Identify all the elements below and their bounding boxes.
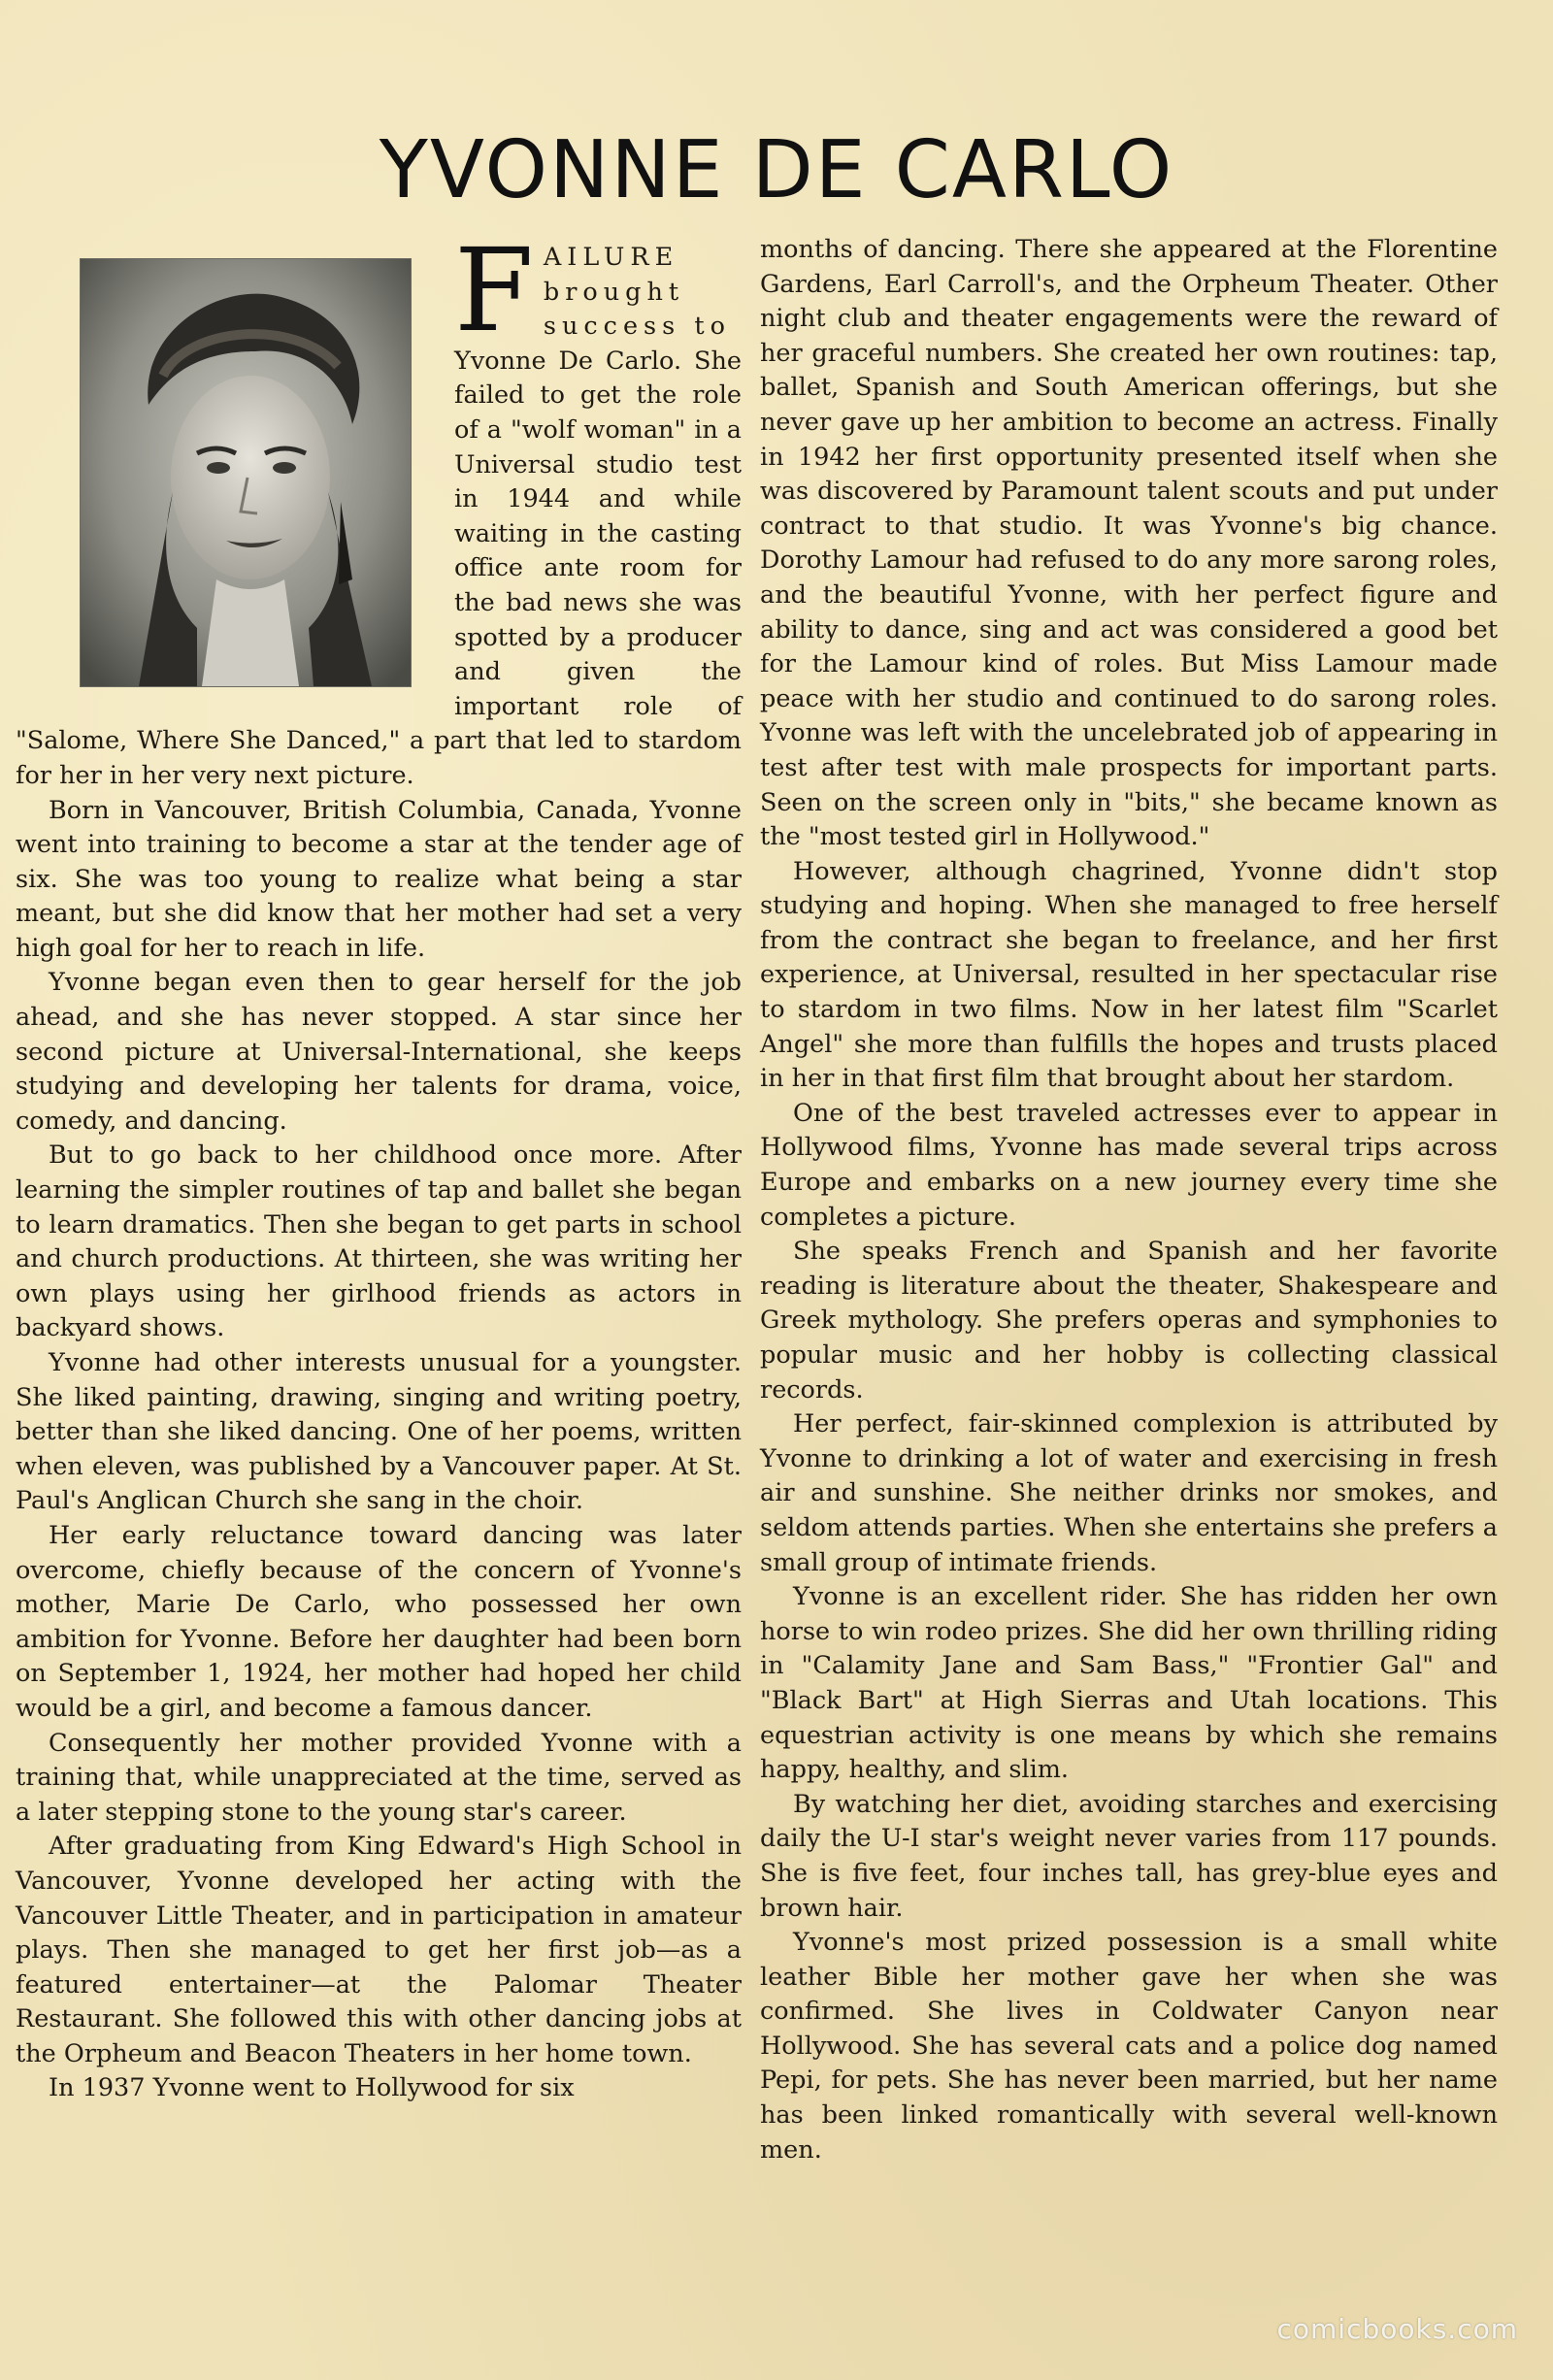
paragraph: However, although chagrined, Yvonne didn't stop studying and hoping. When she managed to free herself from the contract she began to freelance, and her first experience, at Universal, resulted in her spectacular rise to stardom in two films. Now in her latest film "Scarlet Angel" she more than fulfills the hopes and trusts placed in her in that first film that brought about her stardom. [760, 856, 1498, 1094]
left-column [16, 223, 742, 2106]
paragraph: Born in Vancouver, British Columbia, Canada, Yvonne went into training to become a star at the tender age of six. She was too young to realize what being a star meant, but she did know that her mother had set a very high goal for her to reach in life. [16, 795, 742, 963]
drop-cap: F [454, 223, 534, 357]
paragraph: She speaks French and Spanish and her favorite reading is literature about the theater, Shakespeare and Greek mythology. She prefers operas and symphonies to popular music and her hobby is collecting classical records. [760, 1237, 1498, 1405]
photo-wrap-space [16, 241, 454, 718]
paragraph: Yvonne's most prized possession is a small white leather Bible her mother gave her when she was confirmed. She lives in Coldwater Canyon near Hollywood. She has several cats and a police dog named Pepi, for pets. She has never been married, but her name has been linked romantically with several well-known men. [760, 1928, 1498, 2165]
site-watermark: comicbooks.com [1276, 2313, 1518, 2345]
lead-line: AILURE brought success to [543, 243, 731, 342]
right-column [760, 233, 1498, 2167]
paragraph: Yvonne began even then to gear herself for the job ahead, and she has never stopped. A star since her second picture at Universal-International, she keeps studying and developing her talents for drama, voice, comedy, and dancing. [16, 968, 742, 1136]
paragraph: Yvonne De Carlo. She failed to get the role of a "wolf woman" in a Universal studio test in 1944 and while waiting in the casting office ante room for the bad news she was spotted by a producer and given the important role of "Salome, Where She Danced," a part that led to stardom for her in her very next picture. [16, 346, 742, 790]
paragraph: One of the best traveled actresses ever to appear in Hollywood films, Yvonne has made several trips across Europe and embarks on a new journey every time she completes a picture. [760, 1098, 1498, 1232]
paragraph: After graduating from King Edward's High School in Vancouver, Yvonne developed her acting with the Vancouver Little Theater, and in participation in amateur plays. Then she managed to get her first job—as a featured entertainer—at the Palomar Theater Restaurant. She followed this with other dancing jobs at the Orpheum and Beacon Theaters in her home town. [16, 1832, 742, 2068]
paragraph: Her early reluctance toward dancing was later overcome, chiefly because of the concern of Yvonne's mother, Marie De Carlo, who possessed her own ambition for Yvonne. Before her daughter had been born on September 1, 1924, her mother had hoped her child would be a girl, and become a famous dancer. [16, 1520, 742, 1723]
paragraph: In 1937 Yvonne went to Hollywood for six [49, 2073, 575, 2103]
paragraph: Her perfect, fair-skinned complexion is attributed by Yvonne to drinking a lot of water and exercising in fresh air and sunshine. She neither drinks nor smokes, and seldom attends parties. When she entertains she prefers a small group of intimate friends. [760, 1409, 1498, 1577]
paragraph: months of dancing. There she appeared at the Florentine Gardens, Earl Carroll's, and the Orpheum Theater. Other night club and theater engagements were the reward of her graceful numbers. She created her own routines: tap, ballet, Spanish and South American offerings, but she never gave up her ambition to become an actress. Finally in 1942 her first opportunity presented itself when she was discovered by Paramount talent scouts and put under contract to that studio. It was Yvonne's big chance. Dorothy Lamour had refused to do any more sarong roles, and the beautiful Yvonne, with her perfect figure and ability to dance, sing and act was considered a good bet for the Lamour kind of roles. But Miss Lamour made peace with her studio and continued to do sarong roles. Yvonne was left with the uncelebrated job of appearing in test after test with male prospects for important parts. Seen on the screen only in "bits," she became known as the "most tested girl in Hollywood." [760, 235, 1498, 852]
paragraph: Yvonne had other interests unusual for a youngster. She liked painting, drawing, singing and writing poetry, better than she liked dancing. One of her poems, written when eleven, was published by a Vancouver paper. At St. Paul's Anglican Church she sang in the choir. [16, 1348, 742, 1516]
paragraph: But to go back to her childhood once more. After learning the simpler routines of tap and ballet she began to learn dramatics. Then she began to get parts in school and church productions. At thirteen, she was writing her own plays using her girlhood friends as actors in backyard shows. [16, 1140, 742, 1343]
paragraph: Consequently her mother provided Yvonne with a training that, while unappreciated at the time, served as a later stepping stone to the young star's career. [16, 1728, 742, 1827]
paragraph: By watching her diet, avoiding starches and exercising daily the U-I star's weight never varies from 117 pounds. She is five feet, four inches tall, has grey-blue eyes and brown hair. [760, 1789, 1498, 1923]
article-title: YVONNE DE CARLO [379, 124, 1174, 216]
paragraph: Yvonne is an excellent rider. She has ridden her own horse to win rodeo prizes. She did her own thrilling riding in "Calamity Jane and Sam Bass," "Frontier Gal" and "Black Bart" at High Sierras and Utah locations. This equestrian activity is one means by which she remains happy, healthy, and slim. [760, 1582, 1498, 1785]
